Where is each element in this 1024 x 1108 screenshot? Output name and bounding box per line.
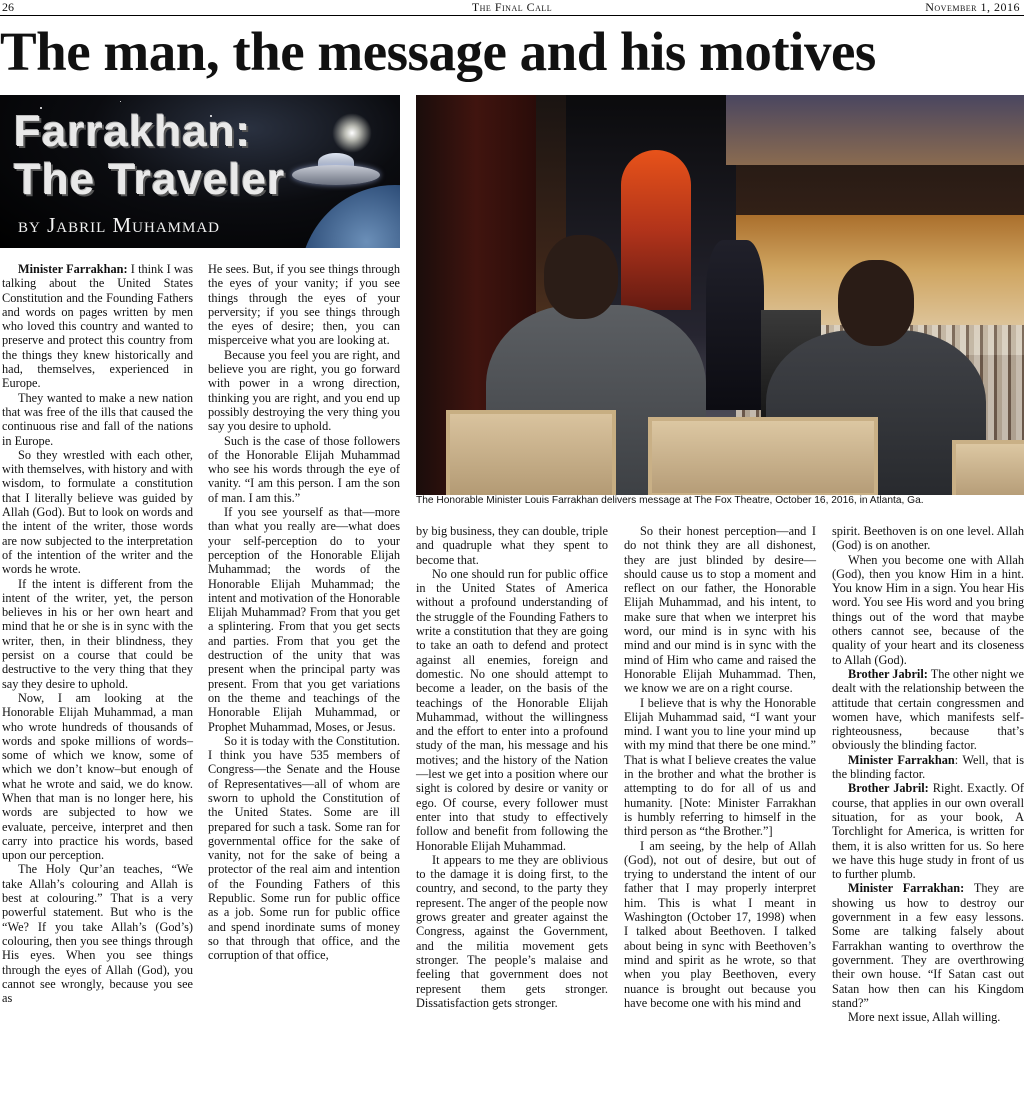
article-paragraph xyxy=(624,524,816,696)
text-column-1 xyxy=(2,262,193,1005)
byline: by Jabril Muhammad xyxy=(18,213,221,237)
paragraph-text: If you see yourself as that—more than what you really are—what does your self-perception do to your perception of the Honorable Elijah Muhammad; the words of the Honorable Elijah Muhammad; the intent and motivation of the Honorable Elijah Muhammad? From that you get a splintering. From that you get sects and parties. From that you get the destruction of the unity that was present when the principal party was present. From that you get variations on the theme and teachings of the Honorable Elijah Muhammad, or Prophet Muhammad, Moses, or Jesus. xyxy=(208,505,400,734)
speaker-label: Minister Farrakhan: xyxy=(18,262,128,276)
article-paragraph xyxy=(832,753,1024,782)
article-paragraph xyxy=(416,853,608,1010)
article-paragraph xyxy=(208,348,400,434)
article-paragraph xyxy=(2,691,193,863)
article-paragraph xyxy=(2,448,193,577)
page-number: 26 xyxy=(2,0,14,14)
headline: The man, the message and his motives xyxy=(0,21,876,82)
speaker-figure xyxy=(706,240,764,410)
paragraph-text: Such is the case of those followers of the Honorable Elijah Muhammad who see his words through the eye of vanity. “I am this person. I am the son of man. I am this.” xyxy=(208,433,400,505)
text-column-5 xyxy=(832,524,1024,1024)
article-paragraph xyxy=(2,577,193,691)
paragraph-text: Because you feel you are right, and believe you are right, you go forward with power in a wrong direction, thinking you are right, and you end up possibly destroying the very thing you say you desire to uphold. xyxy=(208,347,400,434)
planet-graphic xyxy=(300,185,400,248)
column-banner xyxy=(0,95,400,248)
paragraph-text: No one should run for public office in the United States of America without a profound understanding of the struggle of the Founding Fathers to write a constitution that they are going to take an oath to defend and protect against all enemies, foreign and domestic. No one should attempt to become a leader, on the basis of the teachings of the Honorable Elijah Muhammad, without the willingness and the effort to enter into a profound study of the man, his message and his motives; and the history of the Nation—lest we get into a position where our sight is colored by desire or vanity or ego. Of course, every follower must enter into that study to effectively follow and benefit from following the Honorable Elijah Muhammad. xyxy=(416,566,608,853)
starburst-graphic xyxy=(332,113,372,153)
article-paragraph xyxy=(832,667,1024,753)
speaker-label: Brother Jabril: xyxy=(848,781,929,796)
article-paragraph xyxy=(416,567,608,853)
speaker-label: Brother Jabril: xyxy=(848,666,928,681)
paragraph-text: The Holy Qur’an teaches, “We take Allah’s colouring and Allah is best at colouring.” That is a very powerful statement. But who is the “We? If you take Allah’s (God’s) colouring, then you see things through His eyes. When you see things through the eyes of Allah (God), you cannot see wrongly, because you see as xyxy=(2,862,193,1006)
article-paragraph xyxy=(2,262,193,391)
paragraph-text: So they wrestled with each other, with themselves, with history and with wisdom, to formulate a constitution that I literally believe was guided by Allah (God). But to look on words and the intent of the writer, those words are now subjected to the interpretation of the intention of the writer and the words he wrote. xyxy=(2,447,193,577)
article-paragraph xyxy=(832,881,1024,1010)
paragraph-text: I am seeing, by the help of Allah (God), not out of desire, but out of trying to understand the intent of our father that I may properly interpret him. This is what I meant in Washington (October 17, 1998) when I talked about Beethoven. I talked about being in sync with Beethoven’s mind and spirit as he wrote, so that when you play Beethoven, every nuance is brought out because you have become one with his mind and xyxy=(624,838,816,1010)
paragraph-text: Right. Exactly. Of course, that applies in our own overall situation, for as your book, A Torchlight for America, is written for them, it is also written for us. So here we have this huge study in front of us to further plumb. xyxy=(832,781,1024,882)
article-paragraph xyxy=(624,696,816,839)
page-header xyxy=(0,0,1024,16)
banner-title-line1: Farrakhan: xyxy=(14,107,252,156)
article-paragraph xyxy=(832,553,1024,667)
photo-caption: The Honorable Minister Louis Farrakhan delivers message at The Fox Theatre, October 16, 2016, in Atlanta, Ga. xyxy=(416,495,924,506)
publication-name: The Final Call xyxy=(471,0,553,14)
paragraph-text: More next issue, Allah willing. xyxy=(848,1010,1001,1025)
article-paragraph xyxy=(2,862,193,1005)
banner-title-line2: The Traveler xyxy=(14,155,286,204)
issue-date: November 1, 2016 xyxy=(925,0,1020,14)
paragraph-text: If the intent is different from the intent of the writer, yet, the person believes in his or her own heart and mind that he or she is in sync with the writer, then, in their blindness, they persist on a course that could be destructive to the very thing that they say they desire to uphold. xyxy=(2,576,193,691)
text-column-3 xyxy=(416,524,608,1010)
paragraph-text: When you become one with Allah (God), then you know Him in a hint. You know Him in a sign. You hear His word. You see His word and you bring things out of the word that maybe others cannot see, because of the quality of your heart and its closeness to Allah (God). xyxy=(832,552,1024,667)
article-paragraph xyxy=(832,1010,1024,1024)
paragraph-text: So it is today with the Constitution. I think you have 535 members of Congress—the Senate and the House of Representatives—all of whom are sworn to uphold the Constitution of the United States. Some are ill prepared for such a task. Some ran for governmental office for the sake of vanity, not for the sake of being a protector of the real aim and intention of the Founding Fathers of this Republic. Some run for public office as a job. Some run for public office and spend inordinate sums of money so that through that office, and the corruption of that office, xyxy=(208,733,400,963)
article-paragraph xyxy=(208,262,400,348)
article-paragraph xyxy=(208,434,400,505)
text-column-2 xyxy=(208,262,400,963)
article-paragraph xyxy=(832,781,1024,881)
article-paragraph xyxy=(624,839,816,1011)
article-paragraph xyxy=(208,734,400,963)
paragraph-text: : Well, that is the blinding factor. xyxy=(832,752,1024,782)
paragraph-text: I think I was talking about the United States Constitution and the Founding Fathers and words on pages written by men who loved this country and wanted to preserve and protect this country from the things they knew historically and had, themselves, experienced in Europe. xyxy=(2,262,194,391)
paragraph-text: I believe that is why the Honorable Elijah Muhammad said, “I want your mind. I want you to line your mind up with my mind that there be one mind.” That is what I believe creates the value in the brother and what the brother is attempting to do for all of us and humanity. [Note: Minister Farrakhan is humbly referring to himself in the third person as “the Brother.”] xyxy=(624,695,816,839)
paragraph-text: He sees. But, if you see things through the eyes of your vanity; if you see things through the eyes of your perversity; if you see things through the eyes of desire; then, you can misperceive what you are looking at. xyxy=(208,262,400,348)
article-photo xyxy=(416,95,1024,495)
article-paragraph xyxy=(416,524,608,567)
article-paragraph xyxy=(832,524,1024,553)
article-paragraph xyxy=(208,505,400,734)
speaker-label: Minister Farrakhan xyxy=(848,752,955,767)
paragraph-text: They are showing us how to destroy our government in a few easy lessons. Some are talking falsely about Farrakhan wanting to overthrow the government. They are overthrowing their own house. “If Satan cast out Satan how then can his Kingdom stand?” xyxy=(832,881,1024,1010)
speaker-label: Minister Farrakhan: xyxy=(848,881,965,896)
paragraph-text: It appears to me they are oblivious to the damage it is doing first, to the country, and second, to the party they represent. The anger of the people now grows greater and greater against the Congress, against the Government, and the militia movement gets stronger. The people’s malaise and feeling that government does not represent them gets stronger. Dissatisfaction gets stronger. xyxy=(416,852,609,1010)
paragraph-text: by big business, they can double, triple and quadruple what they spent to become that. xyxy=(416,524,608,567)
paragraph-text: Now, I am looking at the Honorable Elijah Muhammad, a man who wrote hundreds of thousands of words and spoke millions of words–some of which we know, some of which we don’t know–but enough of what he wrote and said, we do know. When that man is no longer here, his words are subjected to how we evaluate, perceive, interpret and then carry into practice his words, based upon our perception. xyxy=(2,690,193,863)
paragraph-text: They wanted to make a new nation that was free of the ills that caused the continuous rise and fall of the nations in Europe. xyxy=(2,390,193,448)
article-paragraph xyxy=(2,391,193,448)
text-column-4 xyxy=(624,524,816,1010)
paragraph-text: So their honest perception—and I do not think they are all dishonest, they are just blinded by desire—should cause us to stop a moment and reflect on our father, the Honorable Elijah Muhammad, and his intent, to make sure that when we interpret his word, our mind is in sync with his mind and our mind is in sync with the mind of Him who came and raised the Honorable Elijah Muhammad. Then, we know we are on a right course. xyxy=(624,524,816,696)
paragraph-text: The other night we dealt with the relationship between the attitude that certain congressmen and women have, which manifests self-righteousness, because that’s obviously the blinding factor. xyxy=(832,666,1024,753)
paragraph-text: spirit. Beethoven is on one level. Allah (God) is on another. xyxy=(832,524,1024,553)
